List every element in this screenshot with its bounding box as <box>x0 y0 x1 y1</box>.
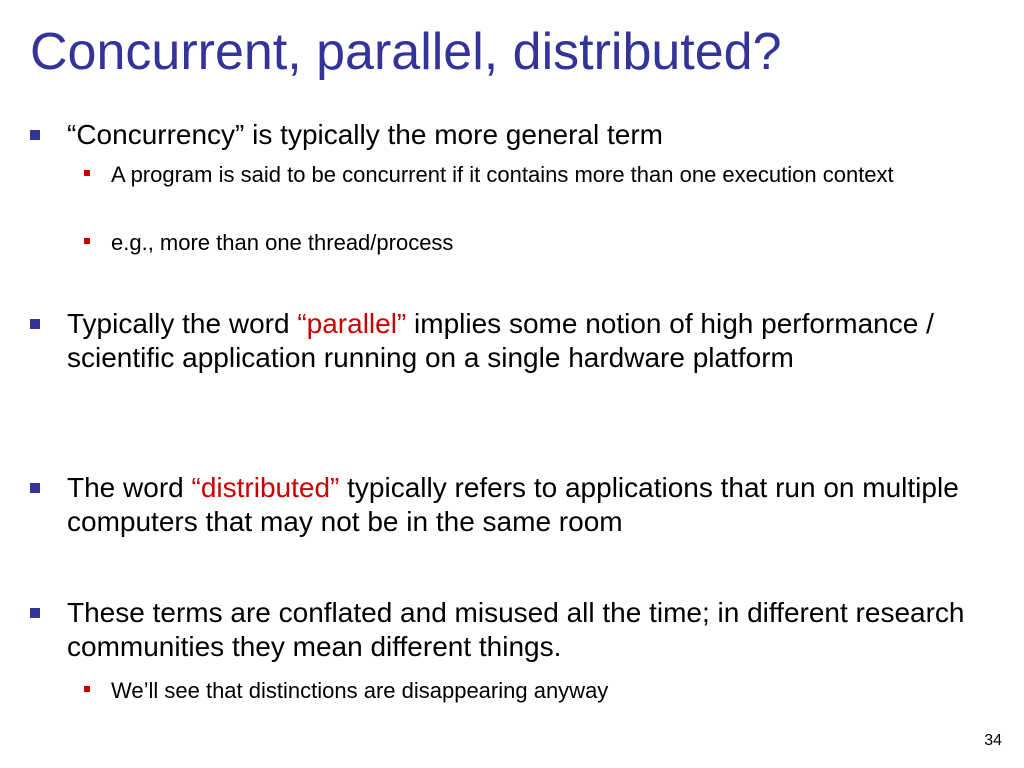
bullet-text: These terms are conflated and misused all the time; in different research communities they mean different things. <box>67 597 965 662</box>
emphasized-distributed: “distributed” <box>191 472 340 503</box>
red-square-bullet-icon <box>84 686 90 692</box>
subbullet-distinctions <box>84 676 961 706</box>
bullet-concurrency <box>30 118 997 152</box>
bullet-text <box>67 471 997 539</box>
bullet-text-before: The word <box>67 472 192 503</box>
slide-title: Concurrent, parallel, distributed? <box>30 23 782 81</box>
subbullet-text: A program is said to be concurrent if it contains more than one execution context <box>111 162 894 187</box>
bullet-distributed <box>30 471 997 539</box>
square-bullet-icon <box>30 319 40 329</box>
red-square-bullet-icon <box>84 238 90 244</box>
bullet-text-after: typically refers to applications that run on multiple computers that may not be in the same room <box>67 472 959 537</box>
red-square-bullet-icon <box>84 170 90 176</box>
square-bullet-icon <box>30 608 40 618</box>
square-bullet-icon <box>30 483 40 493</box>
page-number: 34 <box>984 732 1002 749</box>
bullet-text: “Concurrency” is typically the more general term <box>67 119 663 150</box>
bullet-text <box>67 307 997 375</box>
square-bullet-icon <box>30 130 40 140</box>
bullet-parallel <box>30 307 997 375</box>
bullet-text-before: Typically the word <box>67 308 298 339</box>
bullet-text-after: implies some notion of high performance / scientific application running on a single hardware platform <box>67 308 934 373</box>
bullet-terms-conflated <box>30 596 997 664</box>
subbullet-concurrent-program <box>84 160 961 190</box>
subbullet-text: e.g., more than one thread/process <box>111 230 454 255</box>
subbullet-text: We’ll see that distinctions are disappearing anyway <box>111 678 609 703</box>
subbullet-thread-process <box>84 228 961 258</box>
emphasized-parallel: “parallel” <box>297 308 407 339</box>
